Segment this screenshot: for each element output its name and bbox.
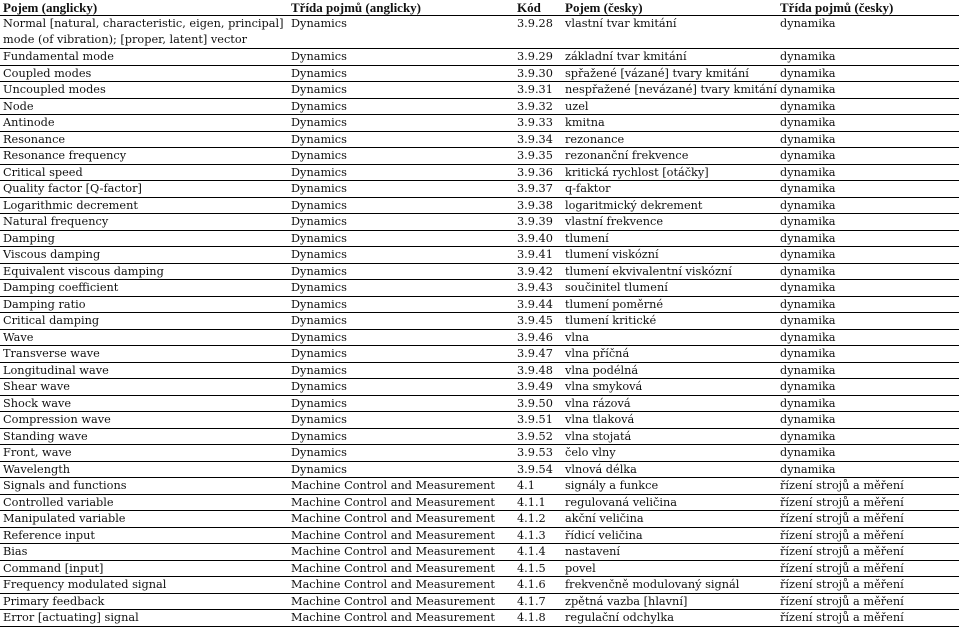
cell-class-en: Dynamics xyxy=(288,115,514,132)
cell-code: 3.9.36 xyxy=(514,164,562,181)
cell-class-en: Dynamics xyxy=(288,247,514,264)
cell-term-en: Critical damping xyxy=(0,313,288,330)
cell-term-en: Wavelength xyxy=(0,461,288,478)
cell-term-cz: zpětná vazba [hlavní] xyxy=(562,593,777,610)
cell-term-en: Natural frequency xyxy=(0,214,288,231)
cell-code: 3.9.47 xyxy=(514,346,562,363)
cell-term-cz: vlnová délka xyxy=(562,461,777,478)
cell-class-en: Machine Control and Measurement xyxy=(288,494,514,511)
table-row xyxy=(0,610,959,627)
table-header xyxy=(0,0,959,16)
table-row xyxy=(0,49,959,66)
cell-class-cz: dynamika xyxy=(777,131,959,148)
cell-class-en: Machine Control and Measurement xyxy=(288,511,514,528)
cell-term-en: Fundamental mode xyxy=(0,49,288,66)
cell-class-en: Dynamics xyxy=(288,461,514,478)
cell-class-cz: dynamika xyxy=(777,362,959,379)
cell-term-cz: frekvenčně modulovaný signál xyxy=(562,577,777,594)
cell-term-en: Command [input] xyxy=(0,560,288,577)
cell-class-cz: dynamika xyxy=(777,445,959,462)
cell-class-en: Machine Control and Measurement xyxy=(288,593,514,610)
cell-term-cz: vlastní frekvence xyxy=(562,214,777,231)
cell-class-cz: řízení strojů a měření xyxy=(777,610,959,627)
cell-class-cz: dynamika xyxy=(777,197,959,214)
table-row xyxy=(0,16,959,49)
cell-class-en: Dynamics xyxy=(288,16,514,49)
table-row xyxy=(0,280,959,297)
cell-term-en: Signals and functions xyxy=(0,478,288,495)
cell-class-en: Dynamics xyxy=(288,82,514,99)
cell-code: 4.1.1 xyxy=(514,494,562,511)
table-row xyxy=(0,445,959,462)
cell-code: 3.9.45 xyxy=(514,313,562,330)
header-row xyxy=(0,0,959,16)
cell-class-cz: dynamika xyxy=(777,428,959,445)
cell-term-cz: povel xyxy=(562,560,777,577)
table-row xyxy=(0,395,959,412)
cell-term-en: Compression wave xyxy=(0,412,288,429)
table-row xyxy=(0,164,959,181)
cell-term-cz: vlna smyková xyxy=(562,379,777,396)
table-row xyxy=(0,131,959,148)
cell-term-cz: vlna stojatá xyxy=(562,428,777,445)
cell-term-cz: vlna podélná xyxy=(562,362,777,379)
cell-term-en: Logarithmic decrement xyxy=(0,197,288,214)
table-body xyxy=(0,16,959,627)
cell-class-cz: dynamika xyxy=(777,280,959,297)
table-row xyxy=(0,362,959,379)
cell-class-en: Dynamics xyxy=(288,214,514,231)
cell-code: 4.1.3 xyxy=(514,527,562,544)
cell-term-cz: vlna tlaková xyxy=(562,412,777,429)
cell-class-cz: dynamika xyxy=(777,98,959,115)
cell-class-cz: dynamika xyxy=(777,329,959,346)
cell-code: 3.9.43 xyxy=(514,280,562,297)
table-row xyxy=(0,346,959,363)
cell-term-cz: akční veličina xyxy=(562,511,777,528)
cell-code: 3.9.28 xyxy=(514,16,562,49)
cell-term-cz: rezonance xyxy=(562,131,777,148)
cell-code: 3.9.40 xyxy=(514,230,562,247)
cell-class-cz: dynamika xyxy=(777,346,959,363)
table-row xyxy=(0,296,959,313)
cell-term-en: Bias xyxy=(0,544,288,561)
cell-term-en: Damping ratio xyxy=(0,296,288,313)
cell-code: 3.9.39 xyxy=(514,214,562,231)
cell-class-en: Dynamics xyxy=(288,412,514,429)
cell-code: 3.9.54 xyxy=(514,461,562,478)
cell-term-cz: regulovaná veličina xyxy=(562,494,777,511)
table-row xyxy=(0,65,959,82)
cell-term-cz: logaritmický dekrement xyxy=(562,197,777,214)
cell-term-en: Wave xyxy=(0,329,288,346)
cell-term-en: Shear wave xyxy=(0,379,288,396)
cell-term-cz: řídicí veličina xyxy=(562,527,777,544)
cell-code: 3.9.44 xyxy=(514,296,562,313)
cell-class-en: Dynamics xyxy=(288,65,514,82)
cell-class-en: Dynamics xyxy=(288,131,514,148)
cell-class-cz: dynamika xyxy=(777,247,959,264)
cell-class-en: Dynamics xyxy=(288,379,514,396)
cell-code: 3.9.33 xyxy=(514,115,562,132)
cell-term-en: Antinode xyxy=(0,115,288,132)
table-row xyxy=(0,197,959,214)
cell-term-cz: signály a funkce xyxy=(562,478,777,495)
cell-term-en: Frequency modulated signal xyxy=(0,577,288,594)
cell-code: 4.1.6 xyxy=(514,577,562,594)
cell-term-en: Normal [natural, characteristic, eigen, principal] mode (of vibration); [proper, latent] vector xyxy=(0,16,288,49)
cell-term-cz: tlumení viskózní xyxy=(562,247,777,264)
cell-class-cz: dynamika xyxy=(777,412,959,429)
cell-term-en: Error [actuating] signal xyxy=(0,610,288,627)
cell-class-en: Dynamics xyxy=(288,164,514,181)
cell-code: 3.9.46 xyxy=(514,329,562,346)
cell-code: 3.9.35 xyxy=(514,148,562,165)
header-term-en: Pojem (anglicky) xyxy=(0,0,288,16)
cell-class-en: Dynamics xyxy=(288,313,514,330)
table-row xyxy=(0,82,959,99)
table-row xyxy=(0,329,959,346)
cell-code: 3.9.34 xyxy=(514,131,562,148)
cell-class-cz: dynamika xyxy=(777,263,959,280)
cell-term-en: Coupled modes xyxy=(0,65,288,82)
cell-code: 3.9.50 xyxy=(514,395,562,412)
cell-term-en: Resonance xyxy=(0,131,288,148)
cell-term-en: Damping xyxy=(0,230,288,247)
header-class-en: Třída pojmů (anglicky) xyxy=(288,0,514,16)
cell-class-en: Dynamics xyxy=(288,148,514,165)
cell-code: 3.9.48 xyxy=(514,362,562,379)
cell-term-cz: spřažené [vázané] tvary kmitání xyxy=(562,65,777,82)
cell-class-en: Dynamics xyxy=(288,296,514,313)
cell-class-cz: dynamika xyxy=(777,115,959,132)
cell-term-en: Uncoupled modes xyxy=(0,82,288,99)
cell-term-en: Equivalent viscous damping xyxy=(0,263,288,280)
cell-class-en: Machine Control and Measurement xyxy=(288,544,514,561)
cell-term-en: Transverse wave xyxy=(0,346,288,363)
cell-class-cz: řízení strojů a měření xyxy=(777,527,959,544)
cell-code: 3.9.41 xyxy=(514,247,562,264)
cell-code: 4.1.7 xyxy=(514,593,562,610)
table-row xyxy=(0,478,959,495)
cell-class-cz: dynamika xyxy=(777,49,959,66)
table-row xyxy=(0,461,959,478)
cell-class-cz: dynamika xyxy=(777,214,959,231)
cell-term-cz: rezonanční frekvence xyxy=(562,148,777,165)
cell-term-en: Critical speed xyxy=(0,164,288,181)
cell-class-en: Dynamics xyxy=(288,395,514,412)
cell-code: 3.9.38 xyxy=(514,197,562,214)
cell-term-en: Damping coefficient xyxy=(0,280,288,297)
cell-code: 3.9.32 xyxy=(514,98,562,115)
cell-class-en: Dynamics xyxy=(288,230,514,247)
cell-code: 4.1.5 xyxy=(514,560,562,577)
cell-term-cz: tlumení kritické xyxy=(562,313,777,330)
cell-class-cz: řízení strojů a měření xyxy=(777,478,959,495)
cell-term-cz: kmitna xyxy=(562,115,777,132)
cell-term-en: Reference input xyxy=(0,527,288,544)
cell-class-cz: řízení strojů a měření xyxy=(777,560,959,577)
cell-class-en: Dynamics xyxy=(288,329,514,346)
cell-class-cz: dynamika xyxy=(777,181,959,198)
cell-code: 3.9.53 xyxy=(514,445,562,462)
cell-class-cz: dynamika xyxy=(777,313,959,330)
cell-class-cz: řízení strojů a měření xyxy=(777,494,959,511)
cell-class-cz: řízení strojů a měření xyxy=(777,593,959,610)
cell-class-cz: dynamika xyxy=(777,65,959,82)
table-row xyxy=(0,230,959,247)
cell-term-en: Standing wave xyxy=(0,428,288,445)
cell-term-cz: čelo vlny xyxy=(562,445,777,462)
cell-code: 4.1 xyxy=(514,478,562,495)
cell-class-en: Machine Control and Measurement xyxy=(288,527,514,544)
cell-term-cz: tlumení xyxy=(562,230,777,247)
cell-term-en: Shock wave xyxy=(0,395,288,412)
table-row xyxy=(0,214,959,231)
table-row xyxy=(0,98,959,115)
cell-class-en: Dynamics xyxy=(288,428,514,445)
cell-class-en: Dynamics xyxy=(288,181,514,198)
table-row xyxy=(0,577,959,594)
cell-code: 3.9.31 xyxy=(514,82,562,99)
cell-class-en: Machine Control and Measurement xyxy=(288,478,514,495)
cell-class-en: Dynamics xyxy=(288,280,514,297)
cell-class-cz: dynamika xyxy=(777,164,959,181)
cell-code: 4.1.4 xyxy=(514,544,562,561)
cell-term-cz: součinitel tlumení xyxy=(562,280,777,297)
cell-term-cz: základní tvar kmitání xyxy=(562,49,777,66)
table-row xyxy=(0,379,959,396)
cell-class-cz: řízení strojů a měření xyxy=(777,511,959,528)
table-row xyxy=(0,593,959,610)
cell-term-cz: kritická rychlost [otáčky] xyxy=(562,164,777,181)
cell-term-en: Manipulated variable xyxy=(0,511,288,528)
table-row xyxy=(0,263,959,280)
cell-code: 3.9.42 xyxy=(514,263,562,280)
cell-term-en: Primary feedback xyxy=(0,593,288,610)
cell-term-en: Controlled variable xyxy=(0,494,288,511)
header-term-cz: Pojem (česky) xyxy=(562,0,777,16)
cell-code: 3.9.51 xyxy=(514,412,562,429)
cell-class-cz: dynamika xyxy=(777,379,959,396)
cell-term-cz: vlna příčná xyxy=(562,346,777,363)
header-code: Kód xyxy=(514,0,562,16)
cell-term-cz: nespřažené [nevázané] tvary kmitání xyxy=(562,82,777,99)
table-row xyxy=(0,181,959,198)
cell-class-en: Dynamics xyxy=(288,346,514,363)
cell-term-cz: uzel xyxy=(562,98,777,115)
cell-code: 3.9.37 xyxy=(514,181,562,198)
cell-class-cz: dynamika xyxy=(777,461,959,478)
cell-class-en: Dynamics xyxy=(288,445,514,462)
cell-term-cz: tlumení poměrné xyxy=(562,296,777,313)
cell-code: 3.9.30 xyxy=(514,65,562,82)
cell-term-cz: q-faktor xyxy=(562,181,777,198)
cell-term-en: Node xyxy=(0,98,288,115)
cell-term-en: Front, wave xyxy=(0,445,288,462)
cell-class-en: Dynamics xyxy=(288,49,514,66)
cell-term-en: Longitudinal wave xyxy=(0,362,288,379)
cell-code: 3.9.49 xyxy=(514,379,562,396)
cell-class-en: Machine Control and Measurement xyxy=(288,610,514,627)
cell-class-en: Machine Control and Measurement xyxy=(288,577,514,594)
cell-term-en: Quality factor [Q-factor] xyxy=(0,181,288,198)
cell-class-cz: dynamika xyxy=(777,230,959,247)
header-class-cz: Třída pojmů (česky) xyxy=(777,0,959,16)
cell-term-cz: regulační odchylka xyxy=(562,610,777,627)
cell-class-cz: dynamika xyxy=(777,395,959,412)
cell-term-cz: tlumení ekvivalentní viskózní xyxy=(562,263,777,280)
cell-class-cz: dynamika xyxy=(777,148,959,165)
table-row xyxy=(0,148,959,165)
cell-code: 3.9.29 xyxy=(514,49,562,66)
cell-code: 4.1.2 xyxy=(514,511,562,528)
cell-term-cz: vlastní tvar kmitání xyxy=(562,16,777,49)
cell-class-en: Dynamics xyxy=(288,263,514,280)
table-row xyxy=(0,544,959,561)
cell-class-en: Machine Control and Measurement xyxy=(288,560,514,577)
table-row xyxy=(0,560,959,577)
cell-term-en: Viscous damping xyxy=(0,247,288,264)
cell-code: 3.9.52 xyxy=(514,428,562,445)
cell-class-cz: řízení strojů a měření xyxy=(777,544,959,561)
cell-class-en: Dynamics xyxy=(288,98,514,115)
table-row xyxy=(0,412,959,429)
table-row xyxy=(0,527,959,544)
cell-class-cz: dynamika xyxy=(777,16,959,49)
cell-class-cz: dynamika xyxy=(777,296,959,313)
cell-class-cz: dynamika xyxy=(777,82,959,99)
table-row xyxy=(0,511,959,528)
cell-class-en: Dynamics xyxy=(288,197,514,214)
table-row xyxy=(0,494,959,511)
table-row xyxy=(0,115,959,132)
cell-term-en: Resonance frequency xyxy=(0,148,288,165)
cell-class-cz: řízení strojů a měření xyxy=(777,577,959,594)
table-row xyxy=(0,313,959,330)
table-row xyxy=(0,247,959,264)
cell-term-cz: vlna rázová xyxy=(562,395,777,412)
cell-code: 4.1.8 xyxy=(514,610,562,627)
table-row xyxy=(0,428,959,445)
cell-term-cz: nastavení xyxy=(562,544,777,561)
cell-term-cz: vlna xyxy=(562,329,777,346)
cell-class-en: Dynamics xyxy=(288,362,514,379)
